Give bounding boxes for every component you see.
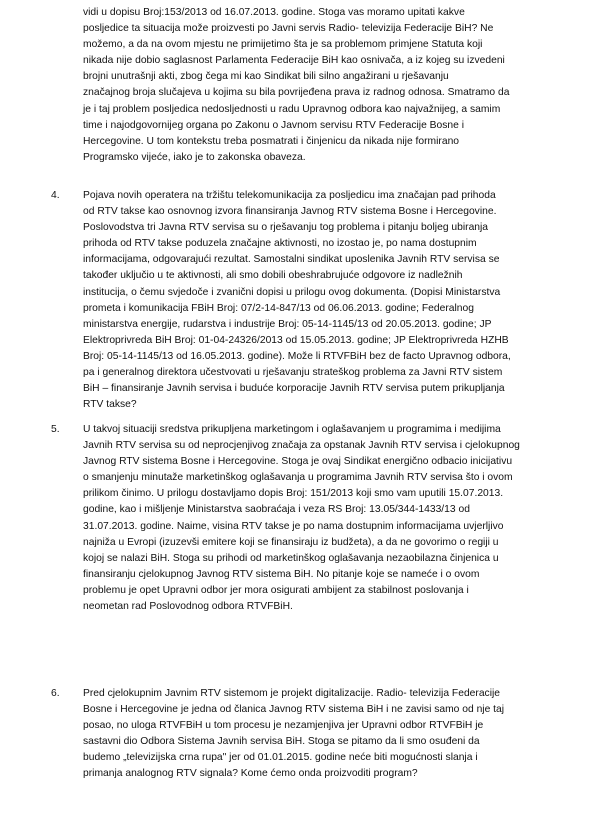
item-number: 6. <box>51 688 60 699</box>
text-line: je i taj problem posljedica nedosljednosti u radu Upravnog odbora kao najvažnijeg, a samim <box>83 103 501 115</box>
text-line: Elektroprivreda BiH Broj: 01-04-24326/2013 od 15.05.2013. godine; JP Elektroprivreda HZHB <box>83 334 509 346</box>
text-line: Javnog RTV sistema Bosne i Hercegovine. Stoga je ovaj Sindikat energično odbacio inicijativu <box>83 456 513 468</box>
text-line: prihoda od RTV takse poduzela značajne aktivnosti, no izostao je, po nama dostupnim <box>83 238 477 250</box>
text-line: najniža u Evropi (izuzevši emitere koji se finansiraju iz budžeta), a da ne govorimo o regiji u <box>83 536 499 548</box>
intro-paragraph <box>83 5 509 166</box>
text-line: problemu je opet Upravni odbor jer mora osigurati ambijent za stabilnost poslovanja i <box>83 584 469 596</box>
text-line: Broj: 05-14-1145/13 od 16.05.2013. godine). Može li RTVFBiH bez de facto Upravnog odbora, <box>83 350 511 362</box>
text-line: nikada nije dobio saglasnost Parlamenta Federacije BiH kao osnivača, a iz kojeg su izvedeni <box>83 55 505 67</box>
text-line: pa i generalnog direktora učestvovati u rješavanju strateškog problema za Javni RTV sistem <box>83 367 503 379</box>
text-line: možemo, a da na ovom mjestu ne primijetimo šta je sa problemom primjene Statuta koji <box>83 39 483 51</box>
text-line: U takvoj situaciji sredstva prikupljena marketingom i oglašavanjem u programima i medijima <box>83 424 501 435</box>
item-paragraph <box>83 422 520 615</box>
text-line: također uključio u te aktivnosti, ali smo dobili obeshrabrujuće odgovore iz nadležnih <box>83 270 463 282</box>
text-line: posao, no uloga RTVFBiH u tom procesu je nezamjenjiva jer Upravni odbor RTVFBiH je <box>83 720 484 732</box>
text-line: Poslovodstva tri Javna RTV servisa su o rješavanju tog problema i pitanju boljeg ubiranja <box>83 222 489 234</box>
text-line: prilikom činimo. U prilogu dostavljamo dopis Broj: 151/2013 koji smo vam uputili 15.07.2013. <box>83 488 504 500</box>
text-line: brojni unutrašnji akti, zbog čega mi kao Sindikat bili silno angažirani u rješavanju <box>83 71 449 83</box>
text-line: Bosne i Hercegovine je jedna od članica Javnog RTV sistema BiH i ne zavisi samo od nje taj <box>83 704 505 716</box>
text-line: o smanjenju minutaže marketinškog oglašavanja u programima Javnih RTV servisa što i ovom <box>83 472 513 484</box>
text-line: informacijama, odgovarajući rezultat. Samostalni sindikat uposlenika Javnih RTV servisa se <box>83 254 500 266</box>
text-line: ministarstva energije, rudarstva i industrije Broj: 05-14-1145/13 od 20.05.2013. godine; JP <box>83 318 492 330</box>
text-line: neometan rad Poslovodnog odbora RTVFBiH. <box>83 601 293 613</box>
text-line: Pojava novih operatera na tržištu telekomunikacija za posljedicu ima značajan pad prihoda <box>83 190 496 201</box>
text-line: Pred cjelokupnim Javnim RTV sistemom je projekt digitalizacije. Radio- televizija Federacije <box>83 688 500 699</box>
text-line: BiH – finansiranje Javnih servisa i buduće korporacije Javnih RTV servisa putem prikupljanja <box>83 383 505 395</box>
text-line: budemo „televizijska crna rupa" jer od 01.01.2015. godine neće biti mogućnosti slanja i <box>83 752 478 764</box>
item-paragraph <box>83 188 511 413</box>
text-line: Hercegovine. U tom kontekstu treba posmatrati i činjenicu da nikada nije formirano <box>83 135 460 147</box>
text-line: od RTV takse kao osnovnog izvora finansiranja Javnog RTV sistema Bosne i Hercegovine. <box>83 206 497 218</box>
text-line: time i najodgovornijeg organa po Zakonu o Javnom servisu RTV Federacije Bosne i <box>83 119 464 131</box>
item-number: 4. <box>51 190 60 201</box>
text-line: vidi u dopisu Broj:153/2013 od 16.07.2013. godine. Stoga vas moramo upitati kakve <box>83 7 465 18</box>
item-paragraph <box>83 686 504 783</box>
text-line: RTV takse? <box>83 399 137 411</box>
text-line: značajnog broja slučajeva u kojima su bila povrijeđena prava iz radnog odnosa. Smatramo da <box>83 87 510 99</box>
text-line: primanja analognog RTV signala? Kome ćemo onda proizvoditi program? <box>83 768 418 780</box>
text-line: Programsko vijeće, iako je to zakonska obaveza. <box>83 151 306 163</box>
text-line: finansiranju cjelokupnog Javnog RTV sistema BiH. No pitanje koje se nameće i o ovom <box>83 568 480 580</box>
text-line: posljedice ta situacija može proizvesti po Javni servis Radio- televizija Federacije BiH? Ne <box>83 23 494 35</box>
text-line: prometa i komunikacija FBiH Broj: 07/2-14-847/13 od 06.06.2013. godine; Federalnog <box>83 302 474 314</box>
item-number: 5. <box>51 424 60 435</box>
text-line: Javnih RTV servisa su od neprocjenjivog značaja za opstanak Javnih RTV servisa i cjelokupnog <box>83 440 520 452</box>
text-line: institucija, o čemu svjedoče i zvanični dopisi u prilogu ovog dokumenta. (Dopisi Ministarstva <box>83 286 501 298</box>
text-line: 31.07.2013. godine. Naime, visina RTV takse je po nama dostupnim informacijama uvjerljivo <box>83 520 504 532</box>
text-line: godine, kao i mišljenje Ministarstva saobraćaja i veza RS Broj: 13.05/344-1433/13 od <box>83 504 470 516</box>
text-line: kojoj se nalazi BiH. Stoga su prihodi od marketinškog oglašavanja nezaobilazna činjenica u <box>83 552 499 564</box>
text-line: sastavni dio Odbora Sistema Javnih servisa BiH. Stoga se pitamo da li smo osuđeni da <box>83 736 480 748</box>
